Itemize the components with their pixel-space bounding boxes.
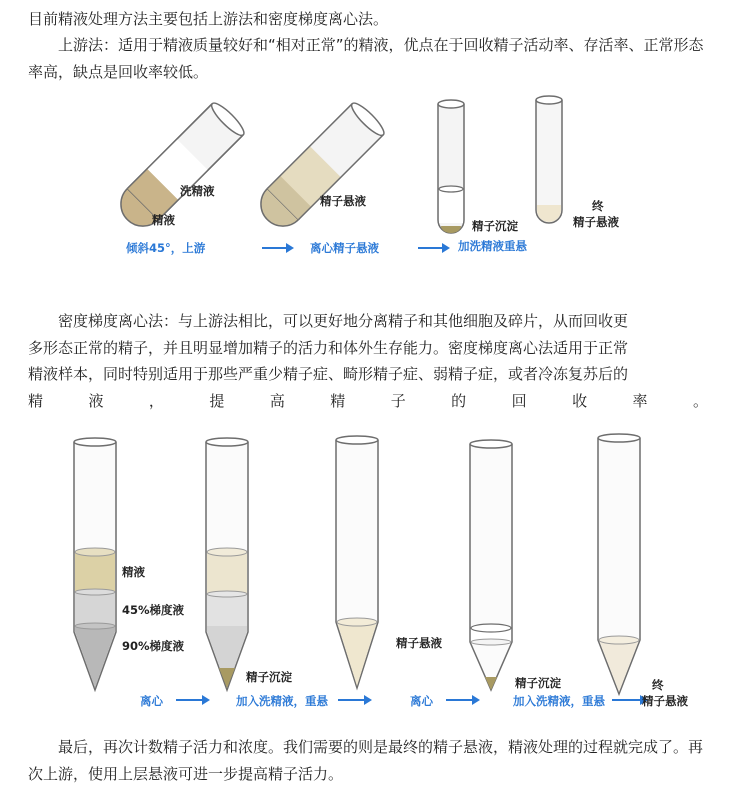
label-layer-semen: 精液 (122, 565, 145, 579)
density-line-2: 多形态正常的精子，并且明显增加精子的活力和体外生存能力。密度梯度离心法适用于正常 (28, 338, 629, 357)
label-pellet: 精子沉淀 (246, 670, 292, 684)
centrifuged-tube (206, 438, 248, 690)
density-line-4: 精液，提高精子的回收率。 (28, 391, 708, 410)
layered-tube (74, 438, 116, 690)
label-semen: 精液 (152, 213, 175, 227)
density-line-1: 密度梯度离心法：与上游法相比，可以更好地分离精子和其他细胞及碎片，从而回收更 (58, 312, 629, 330)
intro-paragraph: 目前精液处理方法主要包括上游法和密度梯度离心法。 (28, 10, 389, 28)
density-line-3: 精液样本，同时特别适用于那些严重少精子症、畸形精子症、弱精子症，或者冷冻复苏后的 (28, 365, 629, 383)
suspension-tube (336, 436, 378, 688)
label-layer-45: 45%梯度液 (122, 603, 185, 617)
label-wash-fluid: 洗精液 (180, 184, 215, 198)
density-paragraph (28, 308, 708, 414)
label-pellet-2: 精子沉淀 (515, 676, 561, 690)
label-layer-90: 90%梯度液 (122, 639, 185, 653)
label-final-suspension-2: 精子悬液 (642, 694, 688, 708)
upright-tube-3 (438, 100, 464, 233)
arrow-d1 (176, 695, 210, 705)
label-sperm-pellet: 精子沉淀 (472, 219, 518, 233)
label-final-top-2: 终 (652, 678, 664, 692)
tilted-tube-1 (112, 99, 248, 235)
tilted-tube-2 (252, 99, 388, 235)
label-final-suspension: 精子悬液 (573, 215, 619, 229)
step-add-wash-resuspend: 加洗精液重悬 (458, 239, 527, 253)
upright-tube-4 (536, 96, 562, 223)
step-wash-2: 加入洗精液，重悬 (513, 694, 605, 708)
swimup-figure (0, 92, 731, 272)
step-tilt-swimup: 倾斜45°，上游 (126, 241, 206, 255)
label-suspension: 精子悬液 (396, 636, 442, 650)
arrow-d2 (338, 695, 372, 705)
label-sperm-suspension: 精子悬液 (320, 194, 366, 208)
step-centrifuge-2: 离心 (410, 694, 433, 708)
arrow-1 (262, 243, 294, 253)
final-tube (598, 434, 640, 694)
final-paragraph: 最后，再次计数精子活力和浓度。我们需要的则是最终的精子悬液，精液处理的过程就完成了。再次上游，使用上层悬液可进一步提高精子活力。 (28, 738, 704, 783)
step-wash-1: 加入洗精液，重悬 (236, 694, 328, 708)
arrow-d3 (446, 695, 480, 705)
step-centrifuge-suspension: 离心精子悬液 (310, 241, 379, 255)
arrow-2 (418, 243, 450, 253)
label-final-top: 终 (592, 199, 604, 213)
swimup-paragraph: 上游法：适用于精液质量较好和“相对正常”的精液，优点在于回收精子活动率、存活率、正常形态率高，缺点是回收率较低。 (28, 36, 704, 81)
washed-tube (470, 440, 512, 690)
step-centrifuge-1: 离心 (140, 694, 163, 708)
density-figure (0, 432, 731, 722)
